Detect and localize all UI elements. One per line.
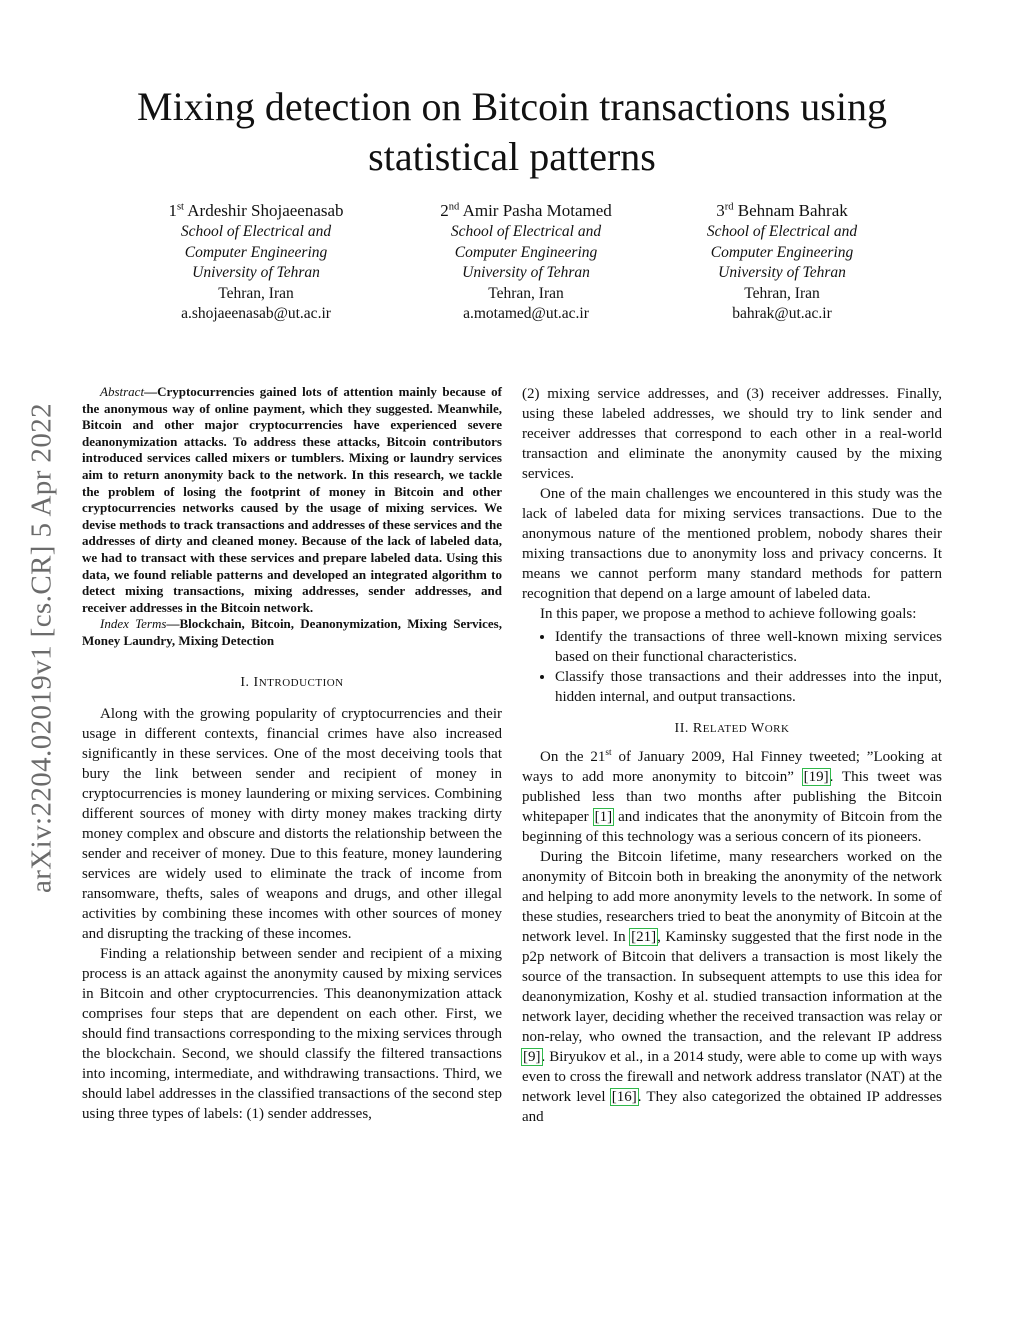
author-3-affiliation-3: University of Tehran (718, 264, 846, 281)
citation-21-link[interactable]: [21] (631, 929, 657, 945)
goal-item-2: • Classify those transactions and their addresses into the input, hidden internal, and output transactions. (555, 667, 942, 707)
author-1-ordinal-sup: st (176, 201, 184, 213)
intro-paragraph-3: One of the main challenges we encountered in this study was the lack of labeled data for mixing services transactions. Due to the anonymous nature of the mentioned problem, nobody shares their mixing transactions due to anonymity loss and privacy concerns. It means we cannot perform many standard methods for pattern recognition that depend on a large amount of labeled data. (522, 486, 942, 602)
paper-title: Mixing detection on Bitcoin transactions using statistical patterns (137, 84, 887, 179)
author-1-affiliation-1: School of Electrical and (180, 223, 332, 240)
abstract-heading: Abstract (100, 384, 145, 399)
author-3-ordinal: 3 (716, 201, 725, 220)
intro-paragraph-1: Along with the growing popularity of cryptocurrencies and their usage in different contexts, financial crimes have also increased significantly in these services. One of the most deceiving tools that bury the link between sender and recipient of money in cryptocurrencies is money laundering or mixing services. Combining different sources of money with dirty money makes tracking dirty money complex and obscure and distorts the relationship between the sender and receiver of money. Due to this feature, money laundering services are widely used to eliminate the track of income from ransomware, thefts, sales of weapons and drugs, and other illegal activities by combining these incomes with other sources of money and disrupting the tracking of these incomes. (82, 705, 502, 942)
author-2 (386, 200, 666, 325)
author-3-ordinal-sup: rd (724, 201, 734, 213)
abstract-dash: — (144, 384, 158, 399)
author-2-affiliation-2: Computer Engineering (454, 243, 598, 261)
author-1-name: Ardeshir Shojaeenasab (187, 201, 344, 220)
author-2-email: a.motamed@ut.ac.ir (463, 305, 589, 322)
index-terms-text: Blockchain, Bitcoin, Deanonymization, Mixing Services, Money Laundry, Mixing Detection (82, 616, 502, 648)
index-terms-dash: — (166, 616, 180, 632)
abstract (82, 384, 502, 616)
section-heading-related-work: II. RELATED WORK (674, 721, 790, 736)
author-1-location: Tehran, Iran (218, 284, 294, 302)
author-2-affiliation-3: University of Tehran (462, 264, 590, 281)
goal-item-1: • Identify the transactions of three well-known mixing services based on their functional characteristics. (555, 627, 942, 667)
author-1-affiliation-2: Computer Engineering (184, 243, 328, 261)
index-terms-heading: Index Terms (100, 616, 167, 632)
author-2-affiliation-1: School of Electrical and (450, 223, 602, 240)
citation-9-link[interactable]: [9] (523, 1049, 541, 1065)
intro-paragraph-2: Finding a relationship between sender and recipient of a mixing process is an attack against the anonymity caused by mixing services in Bitcoin and other cryptocurrencies. This deanonymization attack comprises four steps that are dependent on each other. First, we should find transactions corresponding to the mixing services through the blockchain. Second, we should classify the filtered transactions into incoming, intermediate, and withdrawing transactions. Third, we should label addresses in the classified transactions of the second step using three types of labels: (1) sender addresses, (82, 945, 502, 1122)
author-3-affiliation-1: School of Electrical and (706, 223, 858, 240)
author-3-affiliation-2: Computer Engineering (710, 243, 854, 261)
author-1 (116, 200, 396, 325)
author-3-location: Tehran, Iran (744, 284, 820, 302)
intro-paragraph-4: In this paper, we propose a method to achieve following goals: (540, 606, 917, 622)
goals-list (522, 627, 942, 707)
citation-1-link[interactable]: [1] (594, 809, 613, 825)
author-3 (642, 200, 922, 325)
author-2-ordinal-sup: nd (448, 201, 460, 213)
citation-16-link[interactable]: [16] (611, 1089, 637, 1105)
citation-19-link[interactable]: [19] (803, 769, 829, 785)
related-paragraph-2: During the Bitcoin lifetime, many researchers worked on the anonymity of Bitcoin both in breaking the anonymity of the network and helping to add more anonymity levels to the network. In some of these studies, researchers tried to beat the anonymity of Bitcoin at the network level. In [21], Kaminsky suggested that the first node in the p2p network of Bitcoin that delivers a transaction is most likely the source of the transaction. In subsequent attempts to use this idea for deanonymization, Koshy et al. studied transaction information at the network layer, deciding whether the received transaction was relay or non-relay, who owned the transaction, and the relevant IP address [9]. Biryukov et al., in a 2014 study, were able to come up with ways even to cross the firewall and network address translator (NAT) at the network level [16]. They also categorized the obtained IP addresses and (522, 849, 942, 1125)
author-2-ordinal: 2 (440, 201, 449, 220)
abstract-text: Cryptocurrencies gained lots of attention mainly because of the anonymous way of online payment, which they suggested. Meanwhile, Bitcoin and other major cryptocurrencies have experienced severe deanonymization attacks. To address these attacks, Bitcoin contributors introduced services called mixers or tumblers. Mixing or laundry services aim to return anonymity back to the network. In this research, we tackle the problem of losing the footprint of money in Bitcoin and other cryptocurrencies networks caused by the usage of mixing services. We devise methods to track transactions and addresses of these services and the addresses of dirty and cleaned money. Because of the lack of labeled data, we had to transact with these services and prepare labeled data. Using this data, we found reliable patterns and developed an integrated algorithm to detect mixing transactions, mixing addresses, sender addresses, and receiver addresses in the Bitcoin network. (82, 384, 502, 615)
related-paragraph-1: On the 21st of January 2009, Hal Finney tweeted; ”Looking at ways to add more anonymity to bitcoin” [19]. This tweet was published less than two months after publishing the Bitcoin whitepaper [1] and indicates that the anonymity of Bitcoin from the beginning of this technology was a serious concern of its pioneers. (522, 748, 943, 845)
section-heading-introduction: I. INTRODUCTION (240, 674, 344, 690)
author-1-affiliation-3: University of Tehran (192, 264, 320, 281)
author-3-name: Behnam Bahrak (737, 201, 848, 220)
intro-paragraph-2-continued: (2) mixing service addresses, and (3) receiver addresses. Finally, using these labeled addresses, we should try to link sender and receiver addresses that correspond to each other in a real-world transaction and eliminate the anonymity caused by the mixing services. (522, 386, 942, 482)
author-2-location: Tehran, Iran (488, 284, 564, 302)
index-terms (82, 616, 502, 649)
left-column (82, 384, 502, 1124)
author-2-name: Amir Pasha Motamed (462, 201, 612, 220)
arxiv-id: arXiv:2204.02019v1 [cs.CR] 5 Apr 2022 (25, 402, 58, 893)
author-1-ordinal: 1 (168, 201, 177, 220)
author-3-email: bahrak@ut.ac.ir (732, 305, 832, 322)
author-1-email: a.shojaeenasab@ut.ac.ir (181, 305, 331, 322)
arxiv-sidebar-stamp (22, 365, 62, 930)
right-column (522, 384, 942, 1127)
